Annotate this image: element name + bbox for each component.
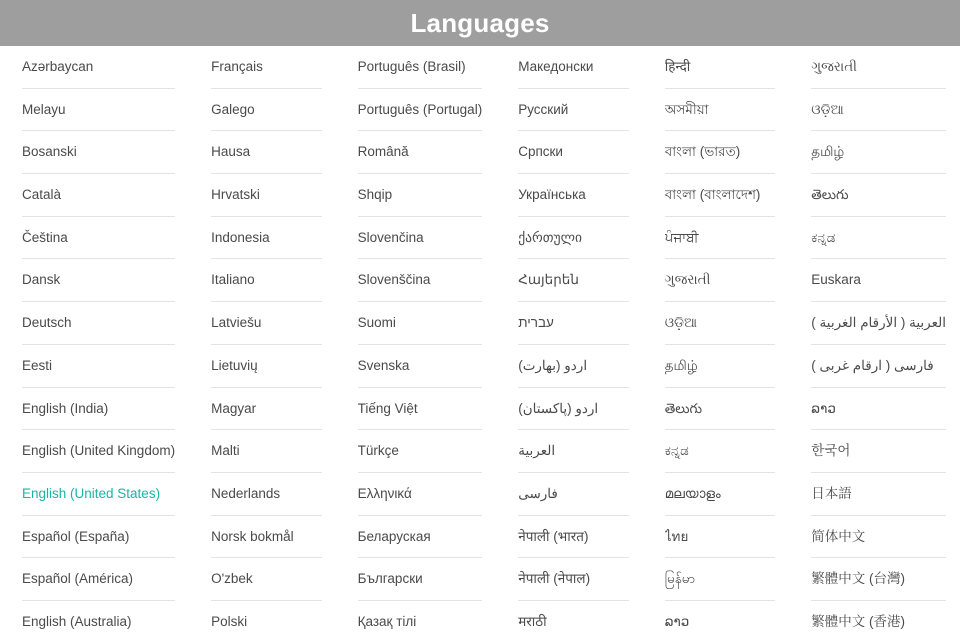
language-item[interactable]: Indonesia: [211, 217, 322, 260]
language-item[interactable]: ગુજરાતી: [665, 259, 776, 302]
language-item[interactable]: עברית: [518, 302, 629, 345]
page-title: Languages: [410, 7, 550, 38]
language-item[interactable]: اردو (پاکستان): [518, 388, 629, 431]
language-item[interactable]: हिन्दी: [665, 46, 776, 89]
language-item[interactable]: ଓଡ଼ିଆ: [811, 89, 946, 132]
language-item[interactable]: മലയാളം: [665, 473, 776, 516]
language-column-inner: [189, 46, 336, 640]
language-item[interactable]: اردو (بھارت): [518, 345, 629, 388]
language-item[interactable]: English (United Kingdom): [22, 430, 175, 473]
language-item[interactable]: ಕನ್ನಡ: [811, 217, 946, 260]
language-column: [189, 46, 336, 640]
language-item[interactable]: Português (Portugal): [358, 89, 483, 132]
language-item[interactable]: Hrvatski: [211, 174, 322, 217]
language-item[interactable]: Српски: [518, 131, 629, 174]
language-item[interactable]: 繁體中文 (台灣): [811, 558, 946, 601]
language-item[interactable]: Norsk bokmål: [211, 516, 322, 559]
language-item[interactable]: العربية: [518, 430, 629, 473]
language-column-inner: [336, 46, 497, 640]
language-item[interactable]: Беларуская: [358, 516, 483, 559]
language-item[interactable]: Русский: [518, 89, 629, 132]
language-item[interactable]: 한국어: [811, 430, 946, 473]
page-header: [0, 0, 960, 46]
language-item[interactable]: नेपाली (नेपाल): [518, 558, 629, 601]
language-column-inner: [0, 46, 189, 640]
language-item[interactable]: Български: [358, 558, 483, 601]
language-item[interactable]: Euskara: [811, 259, 946, 302]
language-item[interactable]: العربية ( الأرقام الغربية ): [811, 302, 946, 345]
language-item[interactable]: தமிழ்: [811, 131, 946, 174]
language-item[interactable]: Čeština: [22, 217, 175, 260]
language-item[interactable]: فارسی ( ارقام غربی ): [811, 345, 946, 388]
language-item[interactable]: Português (Brasil): [358, 46, 483, 89]
language-item[interactable]: 繁體中文 (香港): [811, 601, 946, 640]
language-column: [496, 46, 643, 640]
language-item[interactable]: Melayu: [22, 89, 175, 132]
language-item[interactable]: 日本語: [811, 473, 946, 516]
language-item[interactable]: Italiano: [211, 259, 322, 302]
language-column-inner: [643, 46, 790, 640]
language-item[interactable]: Українська: [518, 174, 629, 217]
language-item[interactable]: Magyar: [211, 388, 322, 431]
language-item[interactable]: ଓଡ଼ିଆ: [665, 302, 776, 345]
language-item[interactable]: Dansk: [22, 259, 175, 302]
language-item[interactable]: Slovenčina: [358, 217, 483, 260]
language-item[interactable]: Bosanski: [22, 131, 175, 174]
language-item[interactable]: ಕನ್ನಡ: [665, 430, 776, 473]
language-item[interactable]: मराठी: [518, 601, 629, 640]
language-item[interactable]: Hausa: [211, 131, 322, 174]
language-item[interactable]: Қазақ тілі: [358, 601, 483, 640]
language-column-inner: [789, 46, 960, 640]
language-item[interactable]: ລາວ: [811, 388, 946, 431]
language-item[interactable]: Nederlands: [211, 473, 322, 516]
language-item[interactable]: Galego: [211, 89, 322, 132]
language-item[interactable]: Հայերեն: [518, 259, 629, 302]
language-item[interactable]: Ελληνικά: [358, 473, 483, 516]
language-item[interactable]: Suomi: [358, 302, 483, 345]
language-item[interactable]: Shqip: [358, 174, 483, 217]
language-item[interactable]: فارسی: [518, 473, 629, 516]
language-item[interactable]: Tiếng Việt: [358, 388, 483, 431]
language-item[interactable]: Español (América): [22, 558, 175, 601]
language-item[interactable]: Eesti: [22, 345, 175, 388]
language-item[interactable]: తెలుగు: [665, 388, 776, 431]
language-item[interactable]: Français: [211, 46, 322, 89]
language-columns: [0, 46, 960, 640]
language-item[interactable]: Malti: [211, 430, 322, 473]
language-item[interactable]: Azərbaycan: [22, 46, 175, 89]
language-item[interactable]: ქართული: [518, 217, 629, 260]
language-item[interactable]: Română: [358, 131, 483, 174]
language-item[interactable]: অসমীয়া: [665, 89, 776, 132]
language-item[interactable]: ગુજરાતી: [811, 46, 946, 89]
language-item[interactable]: ਪੰਜਾਬੀ: [665, 217, 776, 260]
language-item[interactable]: Latviešu: [211, 302, 322, 345]
language-column: [789, 46, 960, 640]
language-item[interactable]: தமிழ்: [665, 345, 776, 388]
language-item[interactable]: Lietuvių: [211, 345, 322, 388]
language-item[interactable]: বাংলা (ভারত): [665, 131, 776, 174]
language-item[interactable]: English (United States): [22, 473, 175, 516]
language-column: [0, 46, 189, 640]
language-item[interactable]: Türkçe: [358, 430, 483, 473]
language-item[interactable]: English (India): [22, 388, 175, 431]
language-column: [643, 46, 790, 640]
language-item[interactable]: తెలుగు: [811, 174, 946, 217]
language-item[interactable]: ไทย: [665, 516, 776, 559]
language-item[interactable]: 简体中文: [811, 516, 946, 559]
language-item[interactable]: Català: [22, 174, 175, 217]
language-item[interactable]: O'zbek: [211, 558, 322, 601]
language-item[interactable]: မြန်မာ: [665, 558, 776, 601]
language-item[interactable]: Deutsch: [22, 302, 175, 345]
language-item[interactable]: नेपाली (भारत): [518, 516, 629, 559]
language-item[interactable]: ລາວ: [665, 601, 776, 640]
language-item[interactable]: Svenska: [358, 345, 483, 388]
language-item[interactable]: Español (España): [22, 516, 175, 559]
language-item[interactable]: বাংলা (বাংলাদেশ): [665, 174, 776, 217]
language-item[interactable]: Македонски: [518, 46, 629, 89]
language-item[interactable]: Slovenščina: [358, 259, 483, 302]
language-column: [336, 46, 497, 640]
language-column-inner: [496, 46, 643, 640]
language-item[interactable]: Polski: [211, 601, 322, 640]
language-item[interactable]: English (Australia): [22, 601, 175, 640]
